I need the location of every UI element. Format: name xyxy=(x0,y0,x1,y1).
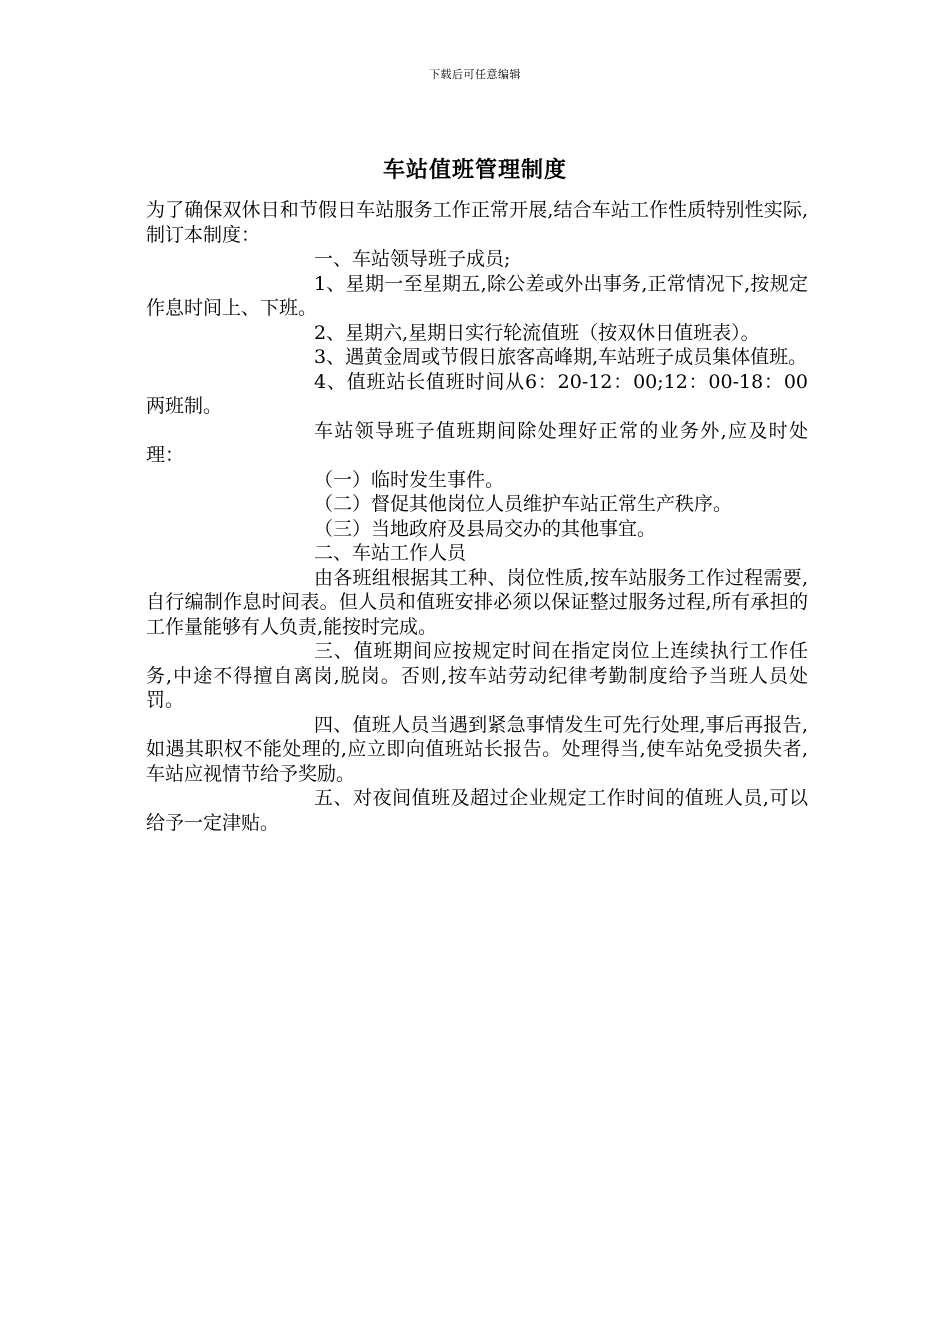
section-five-paragraph: 五、对夜间值班及超过企业规定工作时间的值班人员,可以给予一定津贴。 xyxy=(146,787,808,834)
staff-paragraph: 由各班组根据其工种、岗位性质,按车站服务工作过程需要,自行编制作息时间表。但人员和值班安排必须以保证整过服务过程,所有承担的工作量能够有人负责,能按时完成。 xyxy=(146,566,808,638)
duty-list-item-1: （一）临时发生事件。 xyxy=(314,468,505,491)
duty-list-item-3: （三）当地政府及县局交办的其他事宜。 xyxy=(314,517,657,540)
leadership-item-4: 4、值班站长值班时间从6：20-12：00;12：00-18：00两班制。 xyxy=(146,370,808,417)
section-heading-staff: 二、车站工作人员 xyxy=(314,542,467,564)
leadership-item-1: 1、星期一至星期五,除公差或外出事务,正常情况下,按规定作息时间上、下班。 xyxy=(146,272,808,319)
leadership-item-2: 2、星期六,星期日实行轮流值班（按双休日值班表）。 xyxy=(314,321,760,344)
header-note: 下载后可任意编辑 xyxy=(429,68,521,81)
section-four-paragraph: 四、值班人员当遇到紧急事情发生可先行处理,事后再报告,如遇其职权不能处理的,应立即向值班站长报告。处理得当,使车站免受损失者,车站应视情节给予奖励。 xyxy=(146,713,808,785)
intro-paragraph: 为了确保双休日和节假日车站服务工作正常开展,结合车站工作性质特别性实际,制订本制度： xyxy=(146,199,808,246)
leadership-duty-paragraph: 车站领导班子值班期间除处理好正常的业务外,应及时处理： xyxy=(146,419,808,466)
section-three-paragraph: 三、值班期间应按规定时间在指定岗位上连续执行工作任务,中途不得擅自离岗,脱岗。否则,按车站劳动纪律考勤制度给予当班人员处罚。 xyxy=(146,640,808,711)
duty-list-item-2: （二）督促其他岗位人员维护车站正常生产秩序。 xyxy=(314,493,733,515)
document-body xyxy=(146,198,808,835)
section-heading-leadership: 一、车站领导班子成员; xyxy=(314,248,511,270)
leadership-item-3: 3、遇黄金周或节假日旅客高峰期,车站班子成员集体值班。 xyxy=(314,346,808,368)
document-title: 车站值班管理制度 xyxy=(382,157,567,183)
